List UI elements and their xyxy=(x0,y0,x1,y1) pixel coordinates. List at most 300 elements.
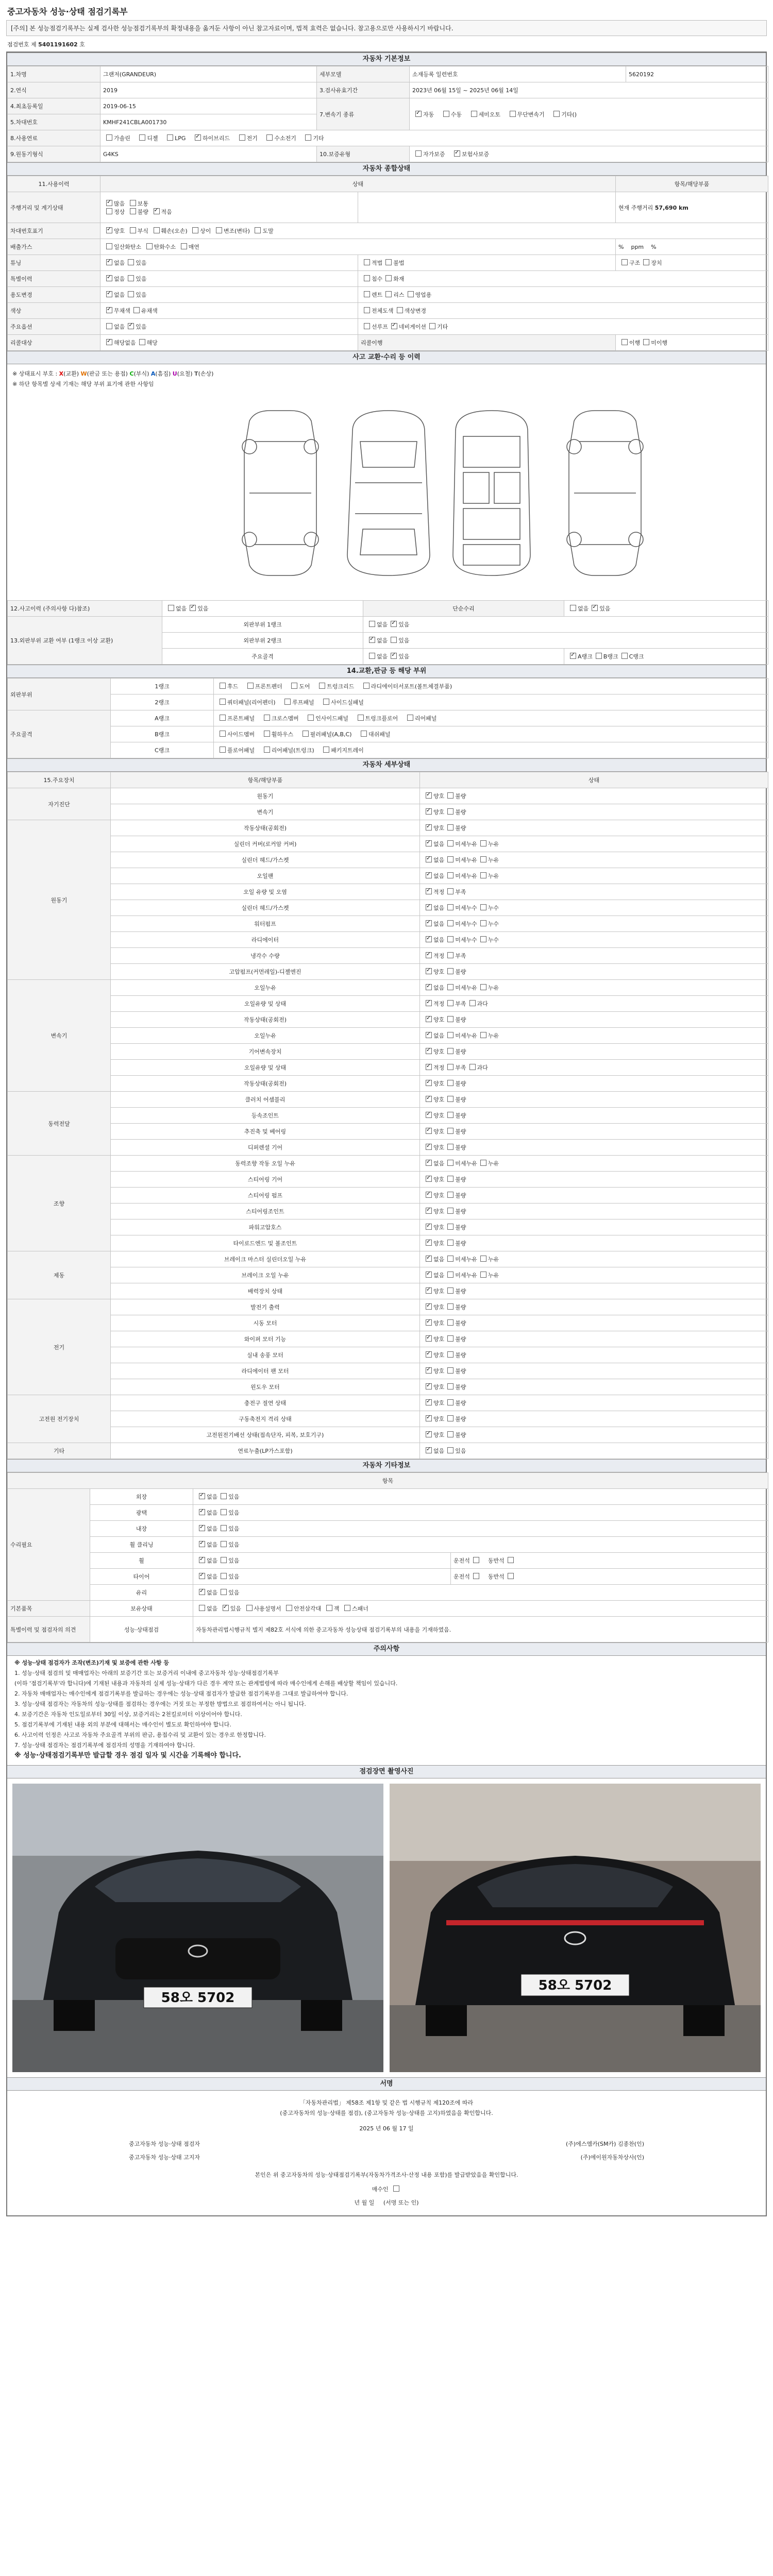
car-side-left-icon xyxy=(242,411,318,575)
checkbox[interactable] xyxy=(128,275,134,281)
detail-item-options: ✓ 양호 불량 xyxy=(420,1315,768,1331)
checkbox[interactable] xyxy=(358,715,364,721)
checkbox[interactable] xyxy=(308,715,314,721)
notice-text: ※ 성능·상태 점검자가 조작(변조)기재 및 보증에 관한 사항 등 1. 성능·상태 점검의 및 매매업자는 아래의 보증기간 또는 보증거리 이내에 중고자동차 성능·상태점검기록부 (이하 '점검기록부'라 합니다)에 기재된 내용과 자동차의 실제 성능·상태가 다른 경우 계약 또는 관계법령에 따라 매수인에게 손해를 배상할 책임이 있습니다. 2. 자동차 매매업자는 매수인에게 점검기록부를 발급하는 경우에는 성능·상태 점검자가 발급한 점검기록부를 그대로 발급하여야 합니다. 3. 성능·상태 점검자는 자동차의 성능·상태를 점검하는 경우에는 거짓 또는 부정한 방법으로 점검하여서는 아니 됩니다. 4. 보증기간은 자동차 인도일로부터 30일 이상, 보증거리는 2천킬로미터 이상이어야 합니다. 5. 점검기록부에 기재된 내용 외의 부분에 대해서는 매수인이 별도로 확인하여야 합니다. 6. 사고이력 인정은 사고로 자동차 주요골격 부위의 판금, 용접수리 및 교환이 있는 경우로 한정합니다. 7. 성능·상태 점검자는 점검기록부에 점검자의 성명을 기재하여야 합니다. ※ 성능·상태점검기록부만 발급할 경우 점검 일자 및 시간을 기록해야 합니다. xyxy=(14,1659,398,1759)
checkbox[interactable] xyxy=(480,840,486,846)
checkbox[interactable] xyxy=(106,275,112,281)
checkbox[interactable] xyxy=(553,111,560,117)
checkbox[interactable] xyxy=(199,1573,205,1579)
checkbox[interactable] xyxy=(139,134,145,141)
checkbox[interactable] xyxy=(643,339,649,345)
checkbox[interactable] xyxy=(429,323,435,329)
checkbox[interactable] xyxy=(255,227,261,233)
checkbox[interactable] xyxy=(199,1605,205,1611)
accident-history-table: 12.사고이력 (주의사항 다)참조) 없음✓ 있음 단순수리 없음✓ 있음 13.외판부위 교환 여부 (1랭크 이상 교환) 외판부위 1랭크 없음✓ 있음 외판부위 2랭크 ✓ 없음 있음 주요골격 없음✓ 있음 ✓ A랭크 B랭크 C랭크 xyxy=(7,600,768,665)
checkbox[interactable] xyxy=(415,111,422,117)
checkbox[interactable] xyxy=(447,1415,453,1421)
checkbox[interactable] xyxy=(447,856,453,862)
checkbox[interactable] xyxy=(426,856,432,862)
checkbox[interactable] xyxy=(264,731,270,737)
checkbox[interactable] xyxy=(106,323,112,329)
checkbox[interactable] xyxy=(106,134,112,141)
checkbox[interactable] xyxy=(447,1080,453,1086)
checkbox[interactable] xyxy=(480,1160,486,1166)
car-outline-diagram xyxy=(12,390,763,596)
checkbox[interactable] xyxy=(621,259,628,265)
front-car-photo xyxy=(12,1784,383,2072)
checkbox[interactable] xyxy=(508,1573,514,1579)
checkbox[interactable] xyxy=(480,1032,486,1038)
detail-item-name: 윈도우 모터 xyxy=(111,1379,420,1395)
checkbox[interactable] xyxy=(407,715,413,721)
checkbox[interactable] xyxy=(128,291,134,297)
checkbox[interactable] xyxy=(106,243,112,249)
label-panel-exchange: 13.외판부위 교환 여부 (1랭크 이상 교환) xyxy=(8,617,162,665)
checkbox[interactable] xyxy=(426,1431,432,1437)
detail-item-options: ✓ 양호 불량 xyxy=(420,1188,768,1204)
checkbox[interactable] xyxy=(426,1319,432,1326)
checkbox[interactable] xyxy=(221,1541,227,1547)
checkbox[interactable] xyxy=(221,1573,227,1579)
checkbox[interactable] xyxy=(480,904,486,910)
detail-group-label: 전기 xyxy=(8,1299,111,1395)
detail-item-name: 구동축전지 격리 상태 xyxy=(111,1411,420,1427)
detail-row xyxy=(8,1347,768,1363)
checkbox[interactable] xyxy=(303,731,309,737)
label-mileage: 주행거리 및 계기상태 xyxy=(8,192,100,223)
checkbox[interactable] xyxy=(364,307,370,313)
detail-item-name: 실린더 헤드/가스켓 xyxy=(111,900,420,916)
dealer-signature: (주)에이원자동차상사(인) xyxy=(580,2154,644,2161)
checkbox[interactable] xyxy=(447,1096,453,1102)
checkbox[interactable] xyxy=(592,605,598,611)
detail-item-name: 파워고압호스 xyxy=(111,1219,420,1235)
checkbox[interactable] xyxy=(447,872,453,878)
checkbox[interactable] xyxy=(130,200,136,206)
checkbox[interactable] xyxy=(426,1112,432,1118)
checkbox[interactable] xyxy=(216,227,222,233)
checkbox[interactable] xyxy=(190,605,196,611)
checkbox[interactable] xyxy=(447,1367,453,1374)
checkbox[interactable] xyxy=(426,1367,432,1374)
checkbox[interactable] xyxy=(480,984,486,990)
checkbox[interactable] xyxy=(264,747,270,753)
checkbox[interactable] xyxy=(447,1192,453,1198)
detail-item-name: 클러치 어셈블리 xyxy=(111,1092,420,1108)
checkbox[interactable] xyxy=(480,856,486,862)
checkbox[interactable] xyxy=(471,111,477,117)
checkbox[interactable] xyxy=(447,1048,453,1054)
checkbox[interactable] xyxy=(168,605,174,611)
detail-item-name: 타이로드엔드 및 볼조인트 xyxy=(111,1235,420,1251)
checkbox[interactable] xyxy=(426,1032,432,1038)
checkbox[interactable] xyxy=(106,227,112,233)
checkbox[interactable] xyxy=(426,888,432,894)
checkbox[interactable] xyxy=(426,1160,432,1166)
checkbox[interactable] xyxy=(426,984,432,990)
checkbox[interactable] xyxy=(447,1000,453,1006)
detail-item-name: 냉각수 수량 xyxy=(111,948,420,964)
label-fuel: 8.사용연료 xyxy=(8,130,100,146)
checkbox[interactable] xyxy=(447,1144,453,1150)
detail-item-name: 워터펌프 xyxy=(111,916,420,932)
detail-item-name: 오일누유 xyxy=(111,1028,420,1044)
checkbox[interactable] xyxy=(391,653,397,659)
checkbox[interactable] xyxy=(154,208,160,214)
checkbox[interactable] xyxy=(447,1303,453,1310)
checkbox[interactable] xyxy=(510,111,516,117)
checkbox[interactable] xyxy=(286,1605,292,1611)
report-title: 중고자동차 성능·상태 점검기록부 xyxy=(7,7,128,16)
checkbox[interactable] xyxy=(199,1589,205,1595)
checkbox[interactable] xyxy=(426,968,432,974)
checkbox[interactable] xyxy=(447,1287,453,1294)
label-first-reg: 4.최초등록일 xyxy=(8,98,100,114)
detail-item-name: 배력장치 상태 xyxy=(111,1283,420,1299)
checkbox[interactable] xyxy=(130,208,136,214)
checkbox[interactable] xyxy=(128,259,134,265)
checkbox[interactable] xyxy=(426,1415,432,1421)
checkbox[interactable] xyxy=(454,150,460,157)
checkbox[interactable] xyxy=(223,1605,229,1611)
checkbox[interactable] xyxy=(643,259,649,265)
detail-item-options: ✓ 양호 불량 xyxy=(420,1411,768,1427)
checkbox[interactable] xyxy=(447,1176,453,1182)
checkbox[interactable] xyxy=(199,1509,205,1515)
detail-row xyxy=(8,1076,768,1092)
detail-item-name: 라디에이터 xyxy=(111,932,420,948)
checkbox[interactable] xyxy=(447,1208,453,1214)
checkbox[interactable] xyxy=(323,747,329,753)
checkbox[interactable] xyxy=(473,1557,479,1563)
checkbox[interactable] xyxy=(480,920,486,926)
checkbox[interactable] xyxy=(443,111,449,117)
detail-row xyxy=(8,1060,768,1076)
detail-item-options: ✓ 양호 불량 xyxy=(420,1124,768,1140)
checkbox[interactable] xyxy=(447,1224,453,1230)
checkbox[interactable] xyxy=(426,1303,432,1310)
checkbox[interactable] xyxy=(447,1112,453,1118)
detail-item-name: 스티어링 펌프 xyxy=(111,1188,420,1204)
rear-car-photo xyxy=(390,1784,761,2072)
checkbox[interactable] xyxy=(246,1605,253,1611)
checkbox[interactable] xyxy=(221,1493,227,1499)
checkbox[interactable] xyxy=(426,920,432,926)
checkbox[interactable] xyxy=(447,1160,453,1166)
detail-item-options: ✓ 양호 불량 xyxy=(420,964,768,980)
label-warranty: 10.보증유형 xyxy=(317,146,410,162)
detail-row xyxy=(8,1219,768,1235)
detail-row xyxy=(8,1331,768,1347)
checkbox[interactable] xyxy=(221,1557,227,1563)
checkbox[interactable] xyxy=(133,307,140,313)
checkbox[interactable] xyxy=(426,1287,432,1294)
checkbox[interactable] xyxy=(426,1000,432,1006)
label-recall: 리콜대상 xyxy=(8,335,100,351)
checkbox[interactable] xyxy=(426,1351,432,1358)
checkbox[interactable] xyxy=(426,936,432,942)
detail-row xyxy=(8,852,768,868)
detail-item-name: 오일 유량 및 오염 xyxy=(111,884,420,900)
checkbox[interactable] xyxy=(397,307,403,313)
checkbox[interactable] xyxy=(319,683,325,689)
checkbox[interactable] xyxy=(220,731,226,737)
detail-group-label: 조향 xyxy=(8,1156,111,1251)
inspector-signature: (주)에스엠카(SM카) 김종찬(인) xyxy=(566,2141,644,2147)
checkbox[interactable] xyxy=(426,1224,432,1230)
checkbox[interactable] xyxy=(426,904,432,910)
label-inspection-validity: 3.검사유효기간 xyxy=(317,82,410,98)
detail-item-options: ✓ 없음 미세누유 누유 xyxy=(420,1028,768,1044)
checkbox[interactable] xyxy=(426,1256,432,1262)
checkbox[interactable] xyxy=(106,208,112,214)
checkbox[interactable] xyxy=(364,291,370,297)
checkbox[interactable] xyxy=(323,699,329,705)
checkbox[interactable] xyxy=(596,653,602,659)
detail-item-options: ✓ 적정 부족 과다 xyxy=(420,1060,768,1076)
detail-row xyxy=(8,980,768,996)
checkbox[interactable] xyxy=(480,872,486,878)
checkbox[interactable] xyxy=(447,984,453,990)
checkbox[interactable] xyxy=(426,1192,432,1198)
section-exchange-parts: 14.교환,판금 등 해당 부위 xyxy=(7,665,766,678)
col-item: 항목/해당부품 xyxy=(616,176,768,192)
checkbox[interactable] xyxy=(106,200,112,206)
detail-item-name: 원동기 xyxy=(111,788,420,804)
checkbox[interactable] xyxy=(106,291,112,297)
checkbox[interactable] xyxy=(291,683,297,689)
checkbox[interactable] xyxy=(570,605,576,611)
label-usage-change: 용도변경 xyxy=(8,287,100,303)
detail-row xyxy=(8,1395,768,1411)
general-state-table: 11.사용이력 상태 항목/해당부품 주행거리 및 계기상태 ✓많음 보통 정상 불량 ✓ 적음 현재 주행거리 57,690 km 차대번호표기 ✓ 양호 부식 훼손(오손) 상이 변조(변타) 도말 배출가스 일산화탄소 탄화수소 매연 % ppm % 튜닝 ✓ 없음 있음 적법 불법 구조 장치 특별이력 ✓ 없음 있음 침수 화재 용도변경 ✓ 없음 있음 렌트 리스 영업용 색상 ✓ 무채색 유채색 전체도색 색상변경 주요옵션 없음✓ 있음 선루프✓ 네비게이션 기타 리콜대상 ✓ 해당없음 해당 리콜이행 이행 미이행 xyxy=(7,176,768,351)
inspection-photos xyxy=(7,1778,766,2077)
checkbox[interactable] xyxy=(369,637,375,643)
checkbox[interactable] xyxy=(447,1272,453,1278)
checkbox[interactable] xyxy=(447,824,453,831)
checkbox[interactable] xyxy=(447,936,453,942)
checkbox[interactable] xyxy=(361,731,367,737)
label-vin-marking: 차대번호표기 xyxy=(8,223,100,239)
checkbox[interactable] xyxy=(408,291,414,297)
checkbox[interactable] xyxy=(167,134,173,141)
detail-group-label: 제동 xyxy=(8,1251,111,1299)
detail-item-options: ✓ 적정 부족 xyxy=(420,884,768,900)
checkbox[interactable] xyxy=(199,1557,205,1563)
checkbox[interactable] xyxy=(447,904,453,910)
detail-item-options: ✓ 양호 불량 xyxy=(420,1299,768,1315)
checkbox[interactable] xyxy=(426,792,432,799)
disclaimer-note: [주의] 본 성능점검기록부는 실제 검사한 성능점검기록부의 확정내용을 옮겨둔 사항이 아닌 참고자료이며, 법적 효력은 없습니다. 참고용으로만 사용하시기 바랍니다. xyxy=(6,20,767,36)
checkbox[interactable] xyxy=(426,1048,432,1054)
checkbox[interactable] xyxy=(480,1272,486,1278)
checkbox[interactable] xyxy=(426,1272,432,1278)
checkbox[interactable] xyxy=(447,952,453,958)
checkbox[interactable] xyxy=(220,747,226,753)
detail-item-name: 오일유량 및 상태 xyxy=(111,996,420,1012)
detail-item-name: 변속기 xyxy=(111,804,420,820)
detail-row xyxy=(8,820,768,836)
checkbox[interactable] xyxy=(305,134,311,141)
checkbox[interactable] xyxy=(447,1431,453,1437)
checkbox[interactable] xyxy=(426,1096,432,1102)
checkbox[interactable] xyxy=(181,243,187,249)
checkbox[interactable] xyxy=(220,699,226,705)
detail-row xyxy=(8,788,768,804)
checkbox[interactable] xyxy=(199,1541,205,1547)
checkbox[interactable] xyxy=(426,1080,432,1086)
checkbox[interactable] xyxy=(426,1399,432,1405)
checkbox[interactable] xyxy=(369,653,375,659)
checkbox[interactable] xyxy=(447,1016,453,1022)
checkbox[interactable] xyxy=(146,243,153,249)
checkbox[interactable] xyxy=(369,621,375,627)
checkbox[interactable] xyxy=(473,1573,479,1579)
detail-item-options: ✓ 양호 불량 xyxy=(420,788,768,804)
checkbox[interactable] xyxy=(364,259,370,265)
value-serial-no: 5620192 xyxy=(626,66,768,82)
detail-item-name: 실린더 헤드/가스켓 xyxy=(111,852,420,868)
detail-item-options: ✓ 양호 불량 xyxy=(420,1172,768,1188)
checkbox[interactable] xyxy=(139,339,145,345)
checkbox[interactable] xyxy=(447,1335,453,1342)
checkbox[interactable] xyxy=(426,1208,432,1214)
checkbox[interactable] xyxy=(385,291,392,297)
checkbox[interactable] xyxy=(447,1399,453,1405)
checkbox[interactable] xyxy=(385,275,392,281)
exchange-parts-table: 외판부위 1랭크 후드 프론트펜더 도어 트렁크리드 라디에이터서포트(볼트체결부품) 2랭크 쿼터패널(리어펜더) 루프패널 사이드실패널 주요골격 A랭크 프론트패널 크로스멤버 인사이드패널 트렁크플로어 리어패널 B랭크 사이드멤버 휠하우스 필러패널(A,B,C) 대쉬패널 C랭크 플로어패널 리어패널(트렁크) 패키지트레이 xyxy=(7,678,768,758)
checkbox[interactable] xyxy=(426,1064,432,1070)
checkbox[interactable] xyxy=(426,1016,432,1022)
checkbox[interactable] xyxy=(447,1240,453,1246)
checkbox[interactable] xyxy=(284,699,291,705)
label-color: 색상 xyxy=(8,303,100,319)
checkbox[interactable] xyxy=(447,1351,453,1358)
checkbox[interactable] xyxy=(344,1605,350,1611)
detail-group-label: 원동기 xyxy=(8,820,111,980)
detail-state-table: 15.주요장치 항목/해당부품 상태 자기진단 원동기 ✓ 양호 불량 변속기 ✓ 양호 불량 원동기 작동상태(공회전) ✓ 양호 불량 실린더 커버(로커암 커버) ✓ 없음 미세누유 누유 실린더 헤드/가스켓 ✓ 없음 미세누유 누유 오일팬 ✓ 없음 미세누유 누유 오일 유량 및 오염 ✓ 적정 부족 실린더 헤드/가스켓 ✓ 없음 미세누수 누수 워터펌프 ✓ 없음 미세누수 누수 라디에이터 ✓ 없음 미세누수 누수 냉각수 수량 ✓ 적정 부족 고압펌프(커먼레일)-디젤엔진 ✓ 양호 불량 변속기 오일누유 ✓ 없음 미세누유 누유 오일유량 및 상태 ✓ 적정 부족 과다 작동상태(공회전) ✓ 양호 불량 오일누유 ✓ 없음 미세누유 누유 기어변속장치 ✓ 양호 불량 오일유량 및 상태 ✓ 적정 부족 과다 작동상태(공회전) ✓ 양호 불량 동력전달 클러치 어셈블리 ✓ 양호 불량 등속조인트 ✓ 양호 불량 추진축 및 베어링 ✓ 양호 불량 디퍼렌셜 기어 ✓ 양호 불량 조향 동력조향 작동 오일 누유 ✓ 없음 미세누유 누유 스티어링 기어 ✓ 양호 불량 스티어링 펌프 ✓ 양호 불량 스티어링조인트 ✓ 양호 불량 파워고압호스 ✓ 양호 불량 타이로드엔드 및 볼조인트 ✓ 양호 불량 제동 브레이크 마스터 실린더오일 누유 ✓ 없음 미세누유 누유 브레이크 오일 누유 ✓ 없음 미세누유 누유 배력장치 상태 ✓ 양호 불량 전기 발전기 출력 ✓ 양호 불량 시동 모터 ✓ 양호 불량 와이퍼 모터 기능 ✓ 양호 불량 실내 송풍 모터 ✓ 양호 불량 라디에이터 팬 모터 ✓ 양호 불량 윈도우 모터 ✓ 양호 불량 고전원 전기장치 충전구 절연 상태 ✓ 양호 불량 구동축전지 격리 상태 ✓ 양호 불량 고전원전기배선 상태(접속단자, 피복, 보호기구) ✓ 양호 불량 기타 연료누출(LP가스포함) ✓ 없음 있음 xyxy=(7,772,768,1459)
detail-item-name: 오일팬 xyxy=(111,868,420,884)
checkbox[interactable] xyxy=(363,683,369,689)
checkbox[interactable] xyxy=(447,968,453,974)
detail-item-options: ✓ 양호 불량 xyxy=(420,1092,768,1108)
checkbox[interactable] xyxy=(391,621,397,627)
checkbox[interactable] xyxy=(266,134,273,141)
checkbox[interactable] xyxy=(447,808,453,815)
value-engine-type: G4KS xyxy=(100,146,317,162)
checkbox[interactable] xyxy=(154,227,160,233)
checkbox[interactable] xyxy=(426,1144,432,1150)
checkbox[interactable] xyxy=(195,134,201,141)
checkbox[interactable] xyxy=(391,323,397,329)
checkbox[interactable] xyxy=(447,792,453,799)
checkbox[interactable] xyxy=(447,1032,453,1038)
checkbox[interactable] xyxy=(426,1383,432,1389)
signature-block: 「자동차관리법」 제58조 제1항 및 같은 법 시행규칙 제120조에 따라 (중고자동차의 성능·상태를 점검), (중고자동차 성능·상태를 고지)하였음을 확인합니다. 2025 년 06 월 17 일 중고자동차 성능·상태 점검자 (주)에스엠카(SM카) 김종찬(인) 중고자동차 성능·상태 고지자 (주)에이원자동차상사(인) 본인은 위 중고자동차의 성능·상태점검기록부(자동차가격조사·산정 내용 포함)를 발급받았음을 확인합니다. 매수인 년 월 일 (서명 또는 인) xyxy=(7,2091,766,2215)
detail-item-options: ✓ 양호 불량 xyxy=(420,1204,768,1219)
label-special-history: 특별이력 xyxy=(8,271,100,287)
checkbox[interactable] xyxy=(264,715,270,721)
checkbox[interactable] xyxy=(426,1447,432,1453)
checkbox[interactable] xyxy=(447,1064,453,1070)
detail-item-name: 충전구 절연 상태 xyxy=(111,1395,420,1411)
detail-item-options: ✓ 없음 미세누수 누수 xyxy=(420,900,768,916)
checkbox[interactable] xyxy=(364,275,370,281)
checkbox[interactable] xyxy=(621,653,628,659)
checkbox[interactable] xyxy=(199,1493,205,1499)
checkbox[interactable] xyxy=(199,1525,205,1531)
accident-diagram-area xyxy=(7,364,766,600)
checkbox[interactable] xyxy=(447,1319,453,1326)
checkbox[interactable] xyxy=(106,339,112,345)
detail-group-label: 기타 xyxy=(8,1443,111,1459)
checkbox[interactable] xyxy=(393,2185,399,2192)
detail-item-options: ✓ 없음 있음 xyxy=(420,1443,768,1459)
section-general-state: 자동차 종합상태 xyxy=(7,162,766,176)
checkbox[interactable] xyxy=(508,1557,514,1563)
checkbox[interactable] xyxy=(447,888,453,894)
checkbox[interactable] xyxy=(426,1128,432,1134)
checkbox[interactable] xyxy=(391,637,397,643)
checkbox[interactable] xyxy=(426,824,432,831)
checkbox[interactable] xyxy=(480,1256,486,1262)
checkbox[interactable] xyxy=(570,653,576,659)
checkbox[interactable] xyxy=(447,1256,453,1262)
checkbox[interactable] xyxy=(621,339,628,345)
checkbox[interactable] xyxy=(130,227,136,233)
checkbox[interactable] xyxy=(469,1000,476,1006)
checkbox[interactable] xyxy=(221,1589,227,1595)
checkbox[interactable] xyxy=(426,840,432,846)
checkbox[interactable] xyxy=(220,715,226,721)
checkbox[interactable] xyxy=(426,952,432,958)
checkbox[interactable] xyxy=(426,1176,432,1182)
checkbox[interactable] xyxy=(426,872,432,878)
checkbox[interactable] xyxy=(247,683,254,689)
checkbox[interactable] xyxy=(128,323,134,329)
checkbox[interactable] xyxy=(447,920,453,926)
checkbox[interactable] xyxy=(239,134,245,141)
detail-item-options: ✓ 없음 미세누수 누수 xyxy=(420,916,768,932)
checkbox[interactable] xyxy=(385,259,392,265)
report-page xyxy=(6,5,767,2216)
checkbox[interactable] xyxy=(469,1064,476,1070)
detail-item-options: ✓ 양호 불량 xyxy=(420,1395,768,1411)
checkbox[interactable] xyxy=(192,227,198,233)
checkbox[interactable] xyxy=(364,323,370,329)
detail-group-label: 고전원 전기장치 xyxy=(8,1395,111,1443)
checkbox[interactable] xyxy=(426,808,432,815)
checkbox[interactable] xyxy=(447,1128,453,1134)
checkbox[interactable] xyxy=(326,1605,332,1611)
checkbox[interactable] xyxy=(447,1447,453,1453)
detail-item-options: ✓ 양호 불량 xyxy=(420,1283,768,1299)
car-top-interior-icon xyxy=(453,411,530,575)
basic-info-table xyxy=(7,66,768,162)
checkbox[interactable] xyxy=(220,683,226,689)
checkbox[interactable] xyxy=(415,150,422,157)
checkbox[interactable] xyxy=(106,307,112,313)
checkbox[interactable] xyxy=(426,1240,432,1246)
checkbox[interactable] xyxy=(221,1525,227,1531)
checkbox[interactable] xyxy=(106,259,112,265)
checkbox[interactable] xyxy=(426,1335,432,1342)
checkbox[interactable] xyxy=(447,840,453,846)
checkbox[interactable] xyxy=(447,1383,453,1389)
checkbox[interactable] xyxy=(221,1509,227,1515)
rear-car-image xyxy=(390,1784,761,2072)
checkbox[interactable] xyxy=(480,936,486,942)
